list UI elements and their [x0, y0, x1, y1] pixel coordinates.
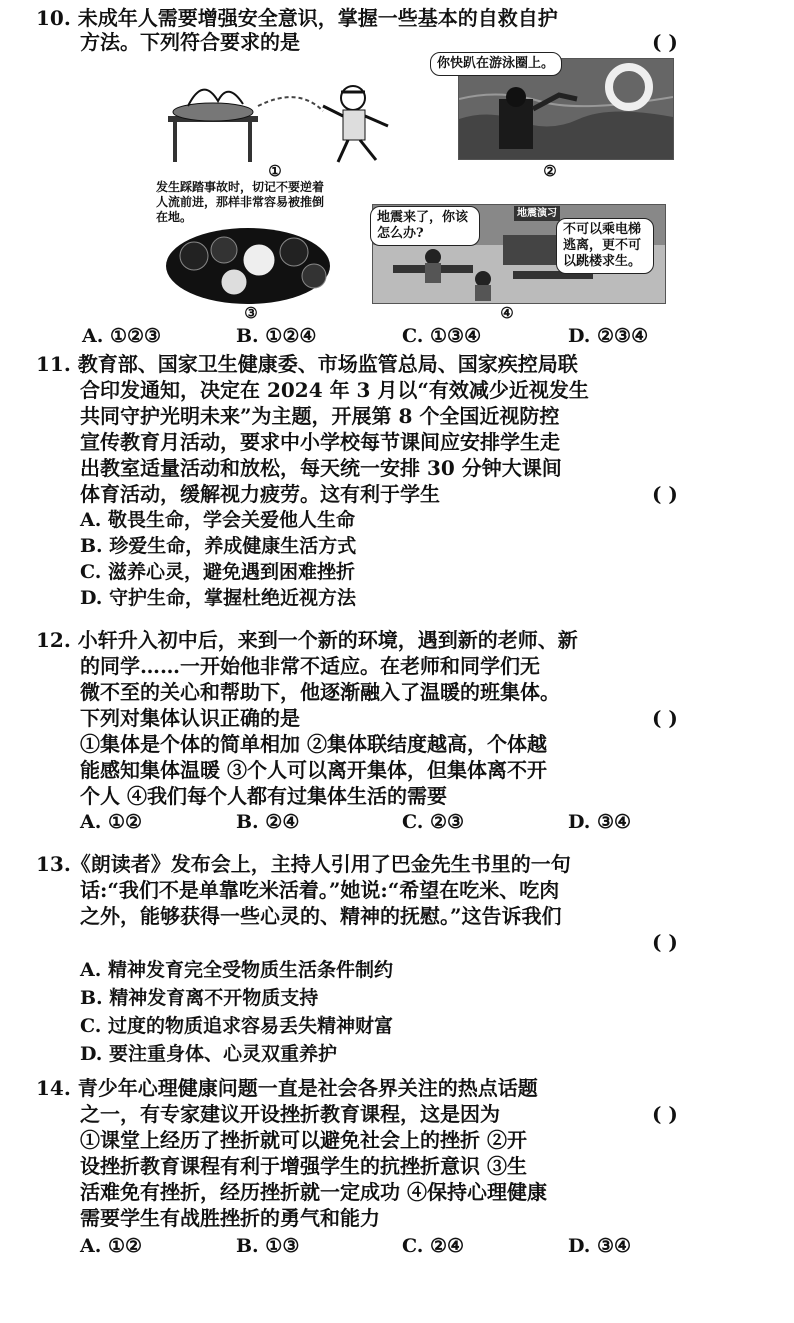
q10-option-c: C. ①③④ — [402, 325, 482, 347]
q10-caption-1: ① — [268, 162, 282, 180]
q12-option-d: D. ③④ — [568, 811, 632, 833]
q11-line-4: 宣传教育月活动，要求中小学校每节课间应安排学生走 — [80, 430, 560, 454]
q12-option-c: C. ②③ — [402, 811, 465, 833]
q12-line-7: 个人 ④我们每个人都有过集体生活的需要 — [80, 784, 447, 808]
q10-img3-text: 发生踩踏事故时，切记不要逆着人流前进，那样非常容易被推倒在地。 — [156, 180, 325, 224]
q12-line-5: ①集体是个体的简单相加 ②集体联结度越高，个体越 — [80, 732, 547, 756]
q11-option-d: D. 守护生命，掌握杜绝近视方法 — [80, 587, 357, 609]
q13-line-2: 话:“我们不是单靠吃米活着。”她说:“希望在吃米、吃肉 — [80, 878, 560, 902]
q10-caption-2: ② — [543, 162, 557, 180]
q10-caption-3: ③ — [244, 304, 258, 322]
q12-line-2: 的同学……一开始他非常不适应。在老师和同学们无 — [80, 654, 540, 678]
q12-line-1: 12. 小轩升入初中后，来到一个新的环境，遇到新的老师、新 — [36, 628, 578, 652]
q13-option-b: B. 精神发育离不开物质支持 — [80, 987, 319, 1009]
q10-option-a: A. ①②③ — [82, 325, 162, 347]
q10-img2-speech-bubble: 你快趴在游泳圈上。 — [430, 52, 562, 76]
q12-line-6: 能感知集体温暖 ③个人可以离开集体，但集体离不开 — [80, 758, 547, 782]
q11-line-5: 出教室适量活动和放松，每天统一安排 30 分钟大课间 — [80, 456, 562, 480]
q14-option-c: C. ②④ — [402, 1235, 465, 1257]
q12-answer-paren: ( ) — [652, 706, 678, 730]
q14-option-a: A. ①② — [80, 1235, 143, 1257]
q14-line-2: 之一，有专家建议开设挫折教育课程，这是因为 — [80, 1102, 500, 1126]
q14-line-4: 设挫折教育课程有利于增强学生的抗挫折意识 ③生 — [80, 1154, 527, 1178]
q13-answer-paren: ( ) — [652, 930, 678, 954]
q12-line-4: 下列对集体认识正确的是 — [80, 706, 300, 730]
q13-option-a: A. 精神发育完全受物质生活条件制约 — [80, 959, 393, 981]
q10-caption-4: ④ — [500, 304, 514, 322]
q10-line-2: 方法。下列符合要求的是 — [80, 30, 300, 54]
q13-line-3: 之外，能够获得一些心灵的、精神的抚慰。”这告诉我们 — [80, 904, 562, 928]
q10-option-b: B. ①②④ — [236, 325, 317, 347]
q10-option-d: D. ②③④ — [568, 325, 649, 347]
q11-option-b: B. 珍爱生命，养成健康生活方式 — [80, 535, 357, 557]
q11-line-3: 共同守护光明未来”为主题，开展第 8 个全国近视防控 — [80, 404, 560, 428]
q10-line-1: 10. 未成年人需要增强安全意识，掌握一些基本的自救自护 — [36, 6, 558, 30]
q11-line-1: 11. 教育部、国家卫生健康委、市场监管总局、国家疾控局联 — [36, 352, 578, 376]
q11-answer-paren: ( ) — [652, 482, 678, 506]
q14-option-d: D. ③④ — [568, 1235, 632, 1257]
q14-line-5: 活难免有挫折，经历挫折就一定成功 ④保持心理健康 — [80, 1180, 547, 1204]
q12-option-a: A. ①② — [80, 811, 143, 833]
q11-line-6: 体育活动，缓解视力疲劳。这有利于学生 — [80, 482, 440, 506]
q14-answer-paren: ( ) — [652, 1102, 678, 1126]
q12-line-3: 微不至的关心和帮助下，他逐渐融入了温暖的班集体。 — [80, 680, 560, 704]
q10-illustration-3 — [164, 226, 332, 304]
q10-img4-left-bubble: 地震来了，你该怎么办? — [370, 206, 480, 246]
q10-img4-sign: 地震演习 — [514, 206, 560, 221]
q11-option-a: A. 敬畏生命，学会关爱他人生命 — [80, 509, 355, 531]
q10-illustration-1 — [148, 76, 408, 166]
q13-line-1: 13.《朗读者》发布会上，主持人引用了巴金先生书里的一句 — [36, 852, 571, 876]
q14-line-1: 14. 青少年心理健康问题一直是社会各界关注的热点话题 — [36, 1076, 538, 1100]
q11-line-2: 合印发通知，决定在 2024 年 3 月以“有效减少近视发生 — [80, 378, 589, 402]
q13-option-d: D. 要注重身体、心灵双重养护 — [80, 1043, 338, 1065]
q14-option-b: B. ①③ — [236, 1235, 300, 1257]
q12-option-b: B. ②④ — [236, 811, 300, 833]
q11-option-c: C. 滋养心灵，避免遇到困难挫折 — [80, 561, 356, 583]
q10-answer-paren: ( ) — [652, 30, 678, 54]
q10-img4-right-bubble: 不可以乘电梯逃离，更不可以跳楼求生。 — [556, 218, 654, 274]
q13-option-c: C. 过度的物质追求容易丢失精神财富 — [80, 1015, 394, 1037]
q14-line-6: 需要学生有战胜挫折的勇气和能力 — [80, 1206, 380, 1230]
q14-line-3: ①课堂上经历了挫折就可以避免社会上的挫折 ②开 — [80, 1128, 527, 1152]
